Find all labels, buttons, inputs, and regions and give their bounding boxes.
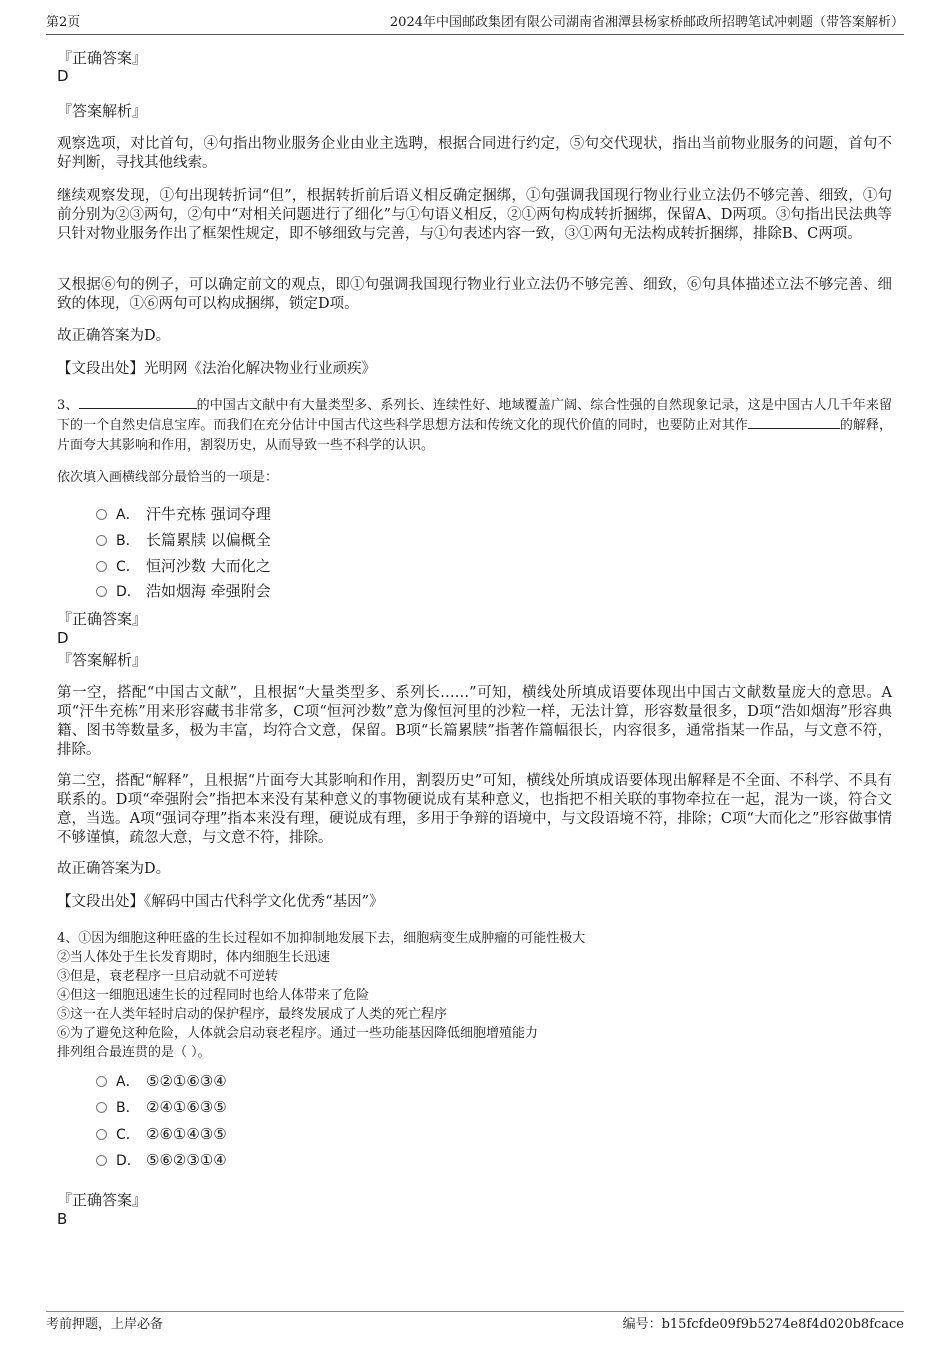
radio-icon[interactable] (96, 509, 107, 520)
radio-icon[interactable] (96, 586, 107, 597)
q4-line: ⑤这一在人类年轻时启动的保护程序，最终发展成了人类的死亡程序 (57, 1007, 448, 1022)
q3-option-b[interactable]: B． 长篇累牍 以偏概全 (96, 530, 271, 551)
q4-stem (57, 929, 892, 1062)
q4-option-b[interactable]: B． ②④①⑥③⑤ (96, 1097, 227, 1118)
q4-line: 4、①因为细胞这种旺盛的生长过程如不加抑制地发展下去，细胞病变生成肿瘤的可能性极大 (57, 931, 586, 946)
page-header (46, 14, 904, 35)
q2-analysis-p3: 又根据⑥句的例子，可以确定前文的观点，即①句强调我国现行物业行业立法仍不够完善、细致，⑥句具体描述立法不够完善、细致的体现，①⑥两句可以构成捆绑，锁定D项。 (57, 277, 892, 312)
q3-answer-label: 『正确答案』 (57, 610, 148, 628)
q4-answer-label: 『正确答案』 (57, 1191, 148, 1209)
page-footer (46, 1311, 904, 1336)
radio-icon[interactable] (96, 1129, 107, 1140)
q4-answer: B (57, 1210, 68, 1228)
q3-analysis-p1: 第一空，搭配“中国古文献”，且根据“大量类型多、系列长……”可知，横线处所填成语要体现出中国古文献数量庞大的意思。A项“汗牛充栋”用来形容藏书非常多，C项“恒河沙数”意为像恒河里的沙粒一样，无法计算，形容数量很多，D项“浩如烟海”形容典籍、图书等数量多，极为丰富，均符合文意，保留。B项“长篇累牍”指著作篇幅很长，内容很多，通常指某一作品，与文意不符，排除。 (57, 685, 892, 758)
q4-option-a[interactable]: A． ⑤②①⑥③④ (96, 1071, 227, 1092)
q3-option-c[interactable]: C． 恒河沙数 大而化之 (96, 556, 271, 577)
q3-option-d[interactable]: D． 浩如烟海 牵强附会 (96, 581, 271, 602)
q3-conclusion: 故正确答案为D。 (57, 861, 171, 877)
q2-analysis-p2: 继续观察发现，①句出现转折词“但”，根据转折前后语义相反确定捆绑，①句强调我国现行物业行业立法仍不够完善、细致，①句前分别为②③两句，②句中“对相关问题进行了细化”与①句语义相反，②①两句构成转折捆绑，保留A、D两项。③句指出民法典等只针对物业服务作出了框架性规定，即不够细致与完善，与①句表述内容一致，③①两句无法构成转折捆绑，排除B、C两项。 (57, 188, 892, 242)
q2-analysis-p1: 观察选项，对比首句，④句指出物业服务企业由业主选聘，根据合同进行约定，⑤句交代现状，指出当前物业服务的问题，首句不好判断，寻找其他线索。 (57, 136, 892, 171)
radio-icon[interactable] (96, 561, 107, 572)
q3-answer: D (57, 629, 69, 647)
q2-conclusion: 故正确答案为D。 (57, 328, 171, 344)
q3-analysis-p2: 第二空，搭配“解释”，且根据“片面夸大其影响和作用，割裂历史”可知，横线处所填成语要体现出解释是不全面、不科学、不具有联系的。D项“牵强附会”指把本来没有某种意义的事物硬说成有某种意义，也指把不相关联的事物牵拉在一起，混为一谈，符合文意，当选。A项“强词夺理”指本来没有理，硬说成有理，多用于争辩的语境中，与文段语境不符，排除；C项“大而化之”形容做事情不够谨慎，疏忽大意，与文意不符，排除。 (57, 773, 892, 846)
q2-answer-label: 『正确答案』 (57, 49, 148, 67)
q3-stem-a: 的中国古文献中有大量类型多、系列长、连续性好、地域覆盖广阔、综合性强的自然现象记录，这是中国古人几千年来留下的一个自然史信息宝库。而我们在充分估计中国古代这些科学思想方法和传统文化的现代价值的同时，也要防止对其作 (57, 398, 892, 433)
q3-blank-1 (79, 396, 197, 409)
q3-stem (57, 396, 892, 456)
q4-prompt: 排列组合最连贯的是（ ）。 (57, 1045, 211, 1060)
radio-icon[interactable] (96, 535, 107, 546)
q4-line: ②当人体处于生长发育期时，体内细胞生长迅速 (57, 950, 331, 965)
document-id: 编号：b15fcfde09f9b5274e8f4d020b8fcace (622, 1317, 904, 1332)
q3-option-a[interactable]: A． 汗牛充栋 强词夺理 (96, 504, 271, 525)
q3-number: 3、 (57, 398, 79, 413)
radio-icon[interactable] (96, 1076, 107, 1087)
q4-line: ③但是，衰老程序一旦启动就不可逆转 (57, 969, 279, 984)
document-title: 2024年中国邮政集团有限公司湖南省湘潭县杨家桥邮政所招聘笔试冲刺题（带答案解析） (389, 15, 904, 30)
q3-prompt: 依次填入画横线部分最恰当的一项是： (57, 470, 279, 485)
q2-answer: D (57, 67, 69, 85)
q2-analysis-label: 『答案解析』 (57, 102, 148, 120)
q4-line: ⑥为了避免这种危险，人体就会启动衰老程序。通过一些功能基因降低细胞增殖能力 (57, 1026, 539, 1041)
q3-analysis-label: 『答案解析』 (57, 651, 148, 669)
q2-source: 【文段出处】光明网《法治化解决物业行业顽疾》 (57, 361, 376, 377)
q3-stem-b: 的解释，片面夸大其影响和作用，割裂历史，从而导致一些不科学的认识。 (57, 418, 892, 453)
q4-option-c[interactable]: C． ②⑥①④③⑤ (96, 1124, 227, 1145)
q3-source: 【文段出处】《解码中国古代科学文化优秀“基因”》 (57, 894, 384, 910)
page-number: 第2页 (46, 15, 81, 30)
q4-option-d[interactable]: D． ⑤⑥②③①④ (96, 1150, 227, 1171)
footer-slogan: 考前押题，上岸必备 (46, 1317, 164, 1332)
q4-line: ④但这一细胞迅速生长的过程同时也给人体带来了危险 (57, 988, 370, 1003)
q3-blank-2 (748, 416, 840, 429)
radio-icon[interactable] (96, 1102, 107, 1113)
radio-icon[interactable] (96, 1155, 107, 1166)
